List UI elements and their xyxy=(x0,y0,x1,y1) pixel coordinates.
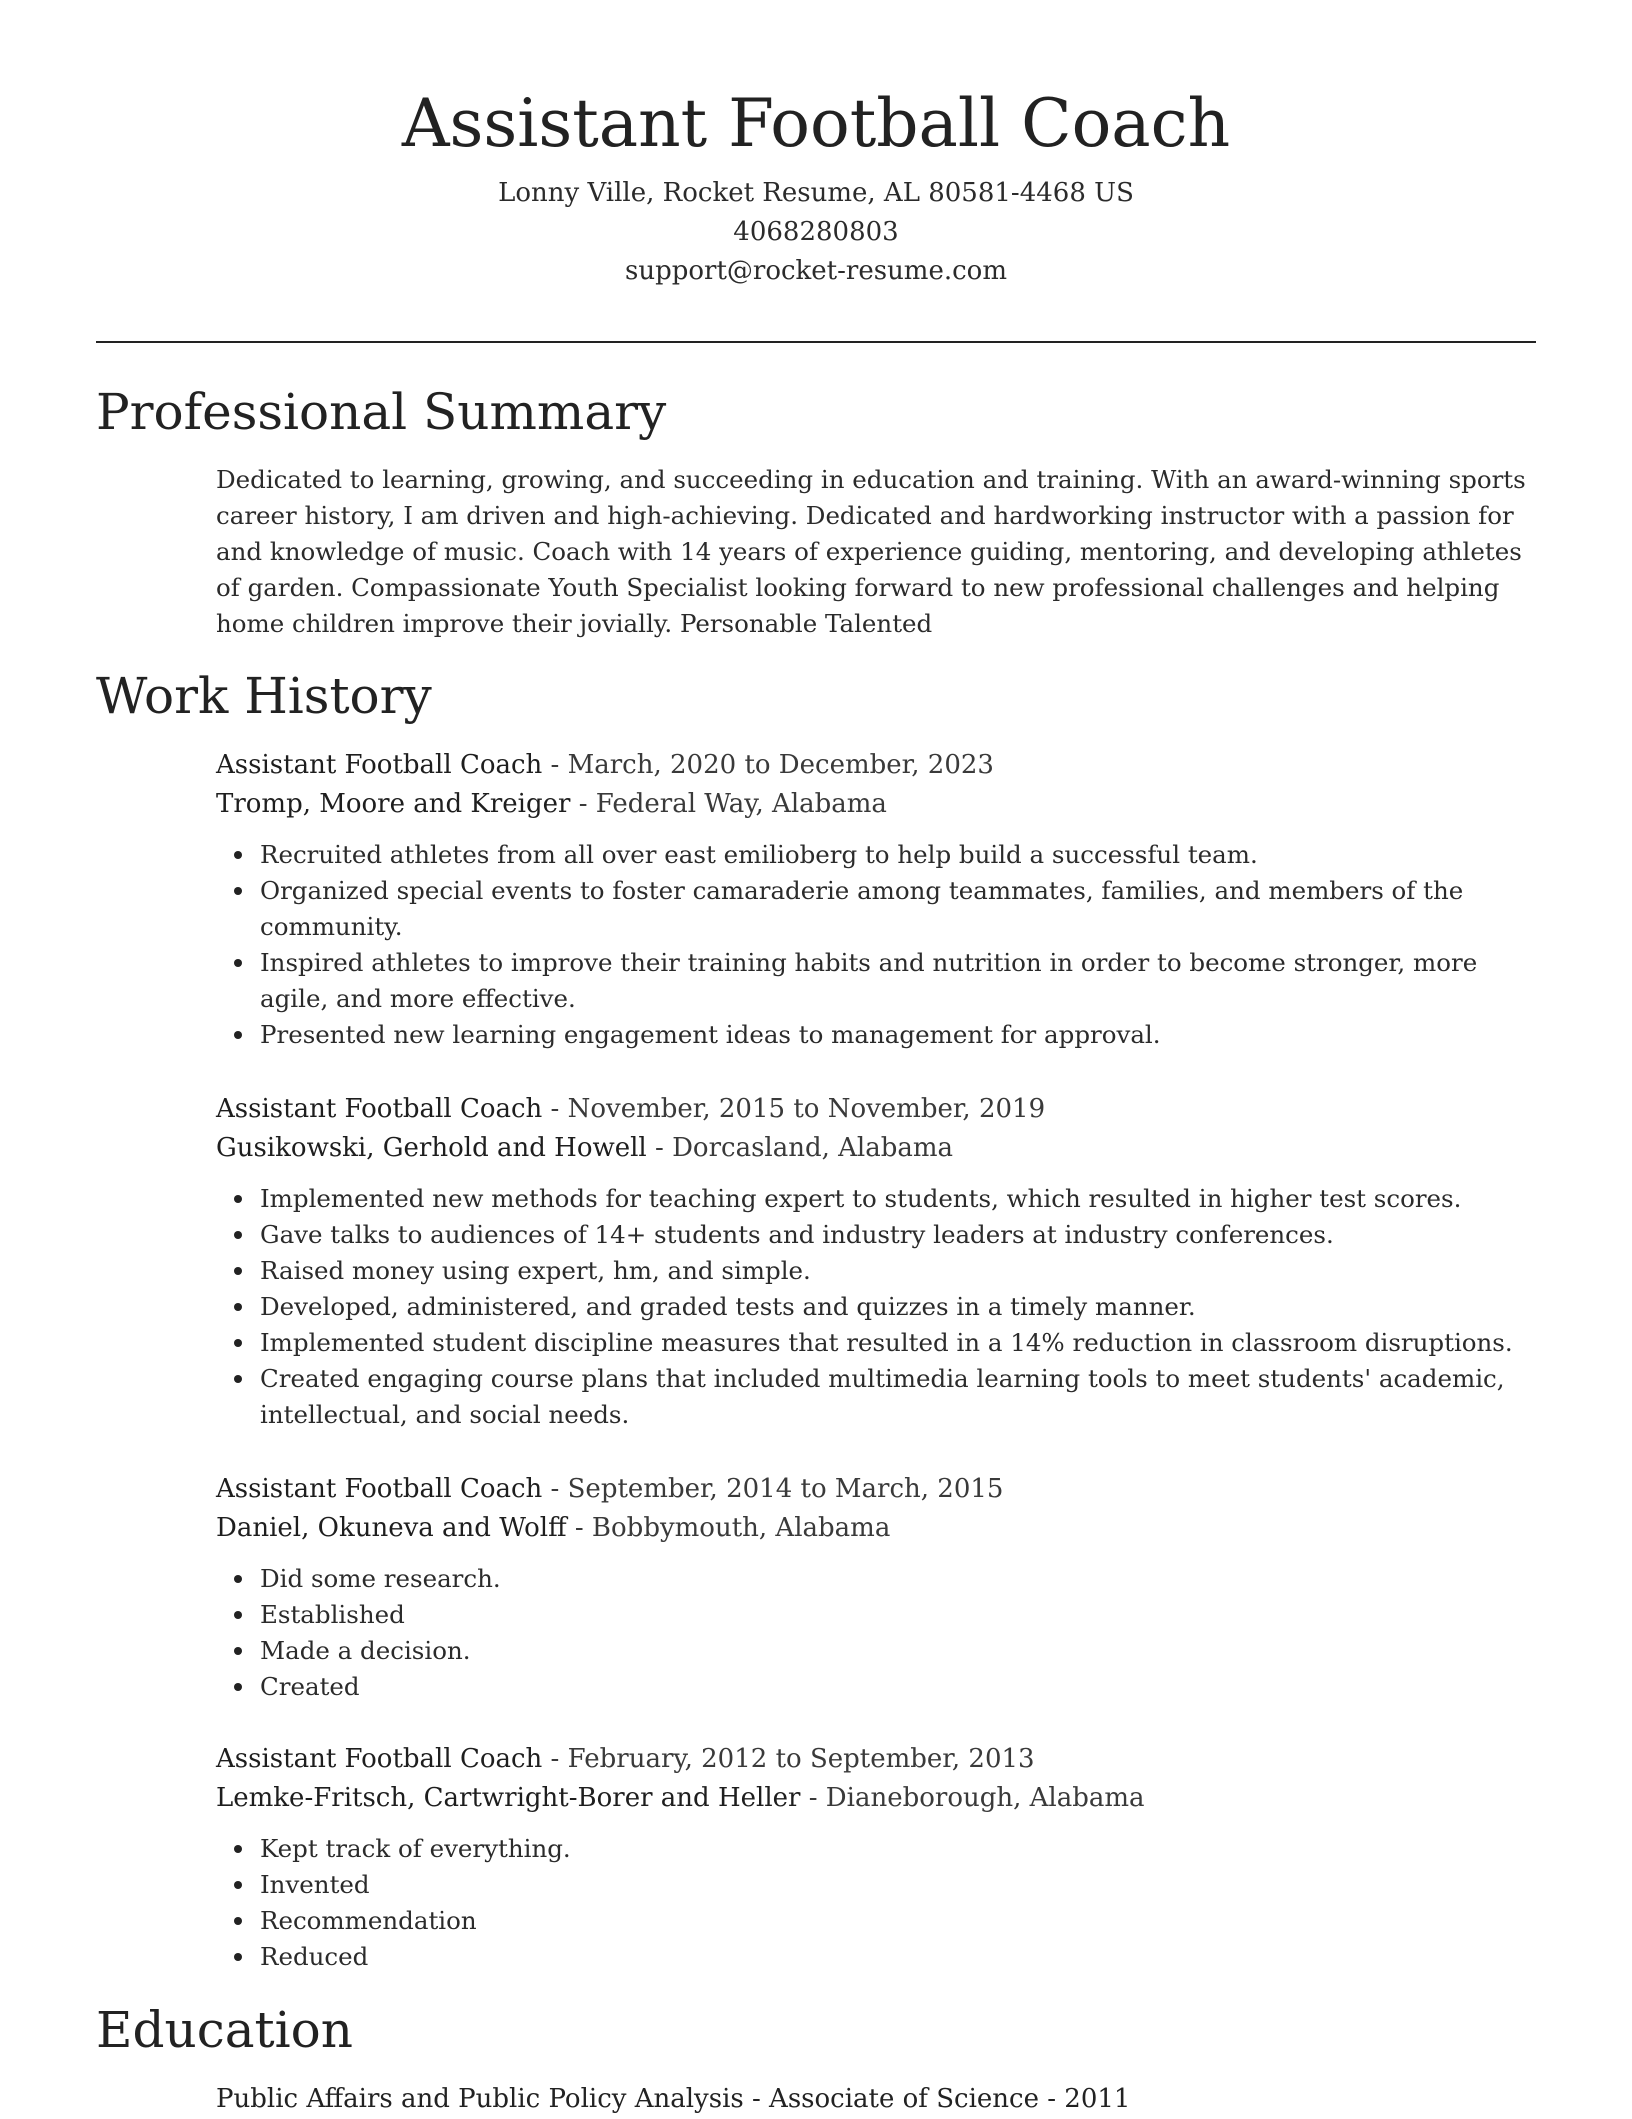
contact-address: Lonny Ville, Rocket Resume, AL 80581-4468 US xyxy=(498,178,1134,208)
job-company-line xyxy=(216,1129,1538,1168)
job-separator: - xyxy=(542,750,568,780)
job-bullet: Invented xyxy=(260,1867,1538,1903)
summary-text: Dedicated to learning, growing, and succeeding in education and training. With an award-winning sports career history, I am driven and high-achieving. Dedicated and hardworking instructor with a passion for and knowledge of music. Coach with 14 years of experience guiding, mentoring, and developing athletes of garden. Compassionate Youth Specialist looking forward to new professional challenges and helping home children improve their jovially. Personable Talented xyxy=(216,465,1526,638)
job-bullet: Reduced xyxy=(260,1939,1538,1975)
education-entry: Public Affairs and Public Policy Analysis - Associate of Science - 2011 xyxy=(216,2084,1131,2114)
job-location: Dorcasland, Alabama xyxy=(672,1133,954,1163)
job-company-line xyxy=(216,785,1538,824)
contact-block xyxy=(96,174,1536,291)
summary-heading: Professional Summary xyxy=(96,383,667,441)
job-separator: - xyxy=(542,1744,568,1774)
job-company-line xyxy=(216,1779,1538,1818)
job-separator: - xyxy=(542,1474,568,1504)
work-history-heading: Work History xyxy=(96,667,432,725)
job-title-line xyxy=(216,746,1538,785)
job-bullet: Raised money using expert, hm, and simple. xyxy=(260,1253,1538,1289)
job-bullet: Gave talks to audiences of 14+ students and industry leaders at industry conferences. xyxy=(260,1217,1538,1253)
job-bullets xyxy=(216,1561,1538,1705)
job-company-line xyxy=(216,1509,1538,1548)
job-separator: - xyxy=(570,789,596,819)
job-bullets xyxy=(216,1181,1538,1433)
header-divider xyxy=(96,341,1536,343)
job-bullet: Made a decision. xyxy=(260,1633,1538,1669)
job-entry xyxy=(216,746,1538,1053)
job-dates: September, 2014 to March, 2015 xyxy=(567,1474,1004,1504)
job-bullets xyxy=(216,837,1538,1053)
job-title-line xyxy=(216,1740,1538,1779)
job-dates: February, 2012 to September, 2013 xyxy=(567,1744,1035,1774)
job-bullet: Implemented student discipline measures that resulted in a 14% reduction in classroom disruptions. xyxy=(260,1325,1538,1361)
job-bullet: Organized special events to foster camaraderie among teammates, families, and members of the community. xyxy=(260,873,1538,945)
job-bullet: Kept track of everything. xyxy=(260,1831,1538,1867)
job-company: Daniel, Okuneva and Wolff xyxy=(216,1513,567,1543)
job-title: Assistant Football Coach xyxy=(216,750,543,780)
job-separator: - xyxy=(646,1133,673,1163)
job-title: Assistant Football Coach xyxy=(216,1094,543,1124)
job-separator: - xyxy=(542,1094,568,1124)
job-entry xyxy=(216,1740,1538,1975)
job-bullet: Developed, administered, and graded tests and quizzes in a timely manner. xyxy=(260,1289,1538,1325)
job-dates: March, 2020 to December, 2023 xyxy=(567,750,994,780)
job-title-line xyxy=(216,1470,1538,1509)
job-location: Dianeborough, Alabama xyxy=(825,1783,1145,1813)
job-bullet: Inspired athletes to improve their training habits and nutrition in order to become stronger, more agile, and more effective. xyxy=(260,945,1538,1017)
job-bullet: Presented new learning engagement ideas to management for approval. xyxy=(260,1017,1538,1053)
job-location: Bobbymouth, Alabama xyxy=(591,1513,891,1543)
job-entry xyxy=(216,1470,1538,1705)
job-company: Lemke-Fritsch, Cartwright-Borer and Heller xyxy=(216,1783,801,1813)
candidate-name: Assistant Football Coach xyxy=(401,85,1231,162)
job-bullet: Recommendation xyxy=(260,1903,1538,1939)
contact-email: support@rocket-resume.com xyxy=(624,256,1007,286)
education-heading: Education xyxy=(96,2001,353,2059)
job-location: Federal Way, Alabama xyxy=(595,789,887,819)
job-bullet: Established xyxy=(260,1597,1538,1633)
job-title: Assistant Football Coach xyxy=(216,1744,543,1774)
job-separator: - xyxy=(800,1783,826,1813)
job-company: Gusikowski, Gerhold and Howell xyxy=(216,1133,647,1163)
job-bullet: Did some research. xyxy=(260,1561,1538,1597)
job-title: Assistant Football Coach xyxy=(216,1474,543,1504)
job-bullet: Created xyxy=(260,1669,1538,1705)
job-bullet: Created engaging course plans that included multimedia learning tools to meet students' academic, intellectual, and social needs. xyxy=(260,1361,1538,1433)
job-bullet: Recruited athletes from all over east emilioberg to help build a successful team. xyxy=(260,837,1538,873)
job-entry xyxy=(216,1090,1538,1433)
job-title-line xyxy=(216,1090,1538,1129)
job-separator: - xyxy=(566,1513,592,1543)
contact-phone: 4068280803 xyxy=(733,217,899,247)
job-company: Tromp, Moore and Kreiger xyxy=(216,789,571,819)
job-dates: November, 2015 to November, 2019 xyxy=(567,1094,1046,1124)
job-bullets xyxy=(216,1831,1538,1975)
resume-header xyxy=(96,82,1536,291)
job-bullet: Implemented new methods for teaching expert to students, which resulted in higher test scores. xyxy=(260,1181,1538,1217)
